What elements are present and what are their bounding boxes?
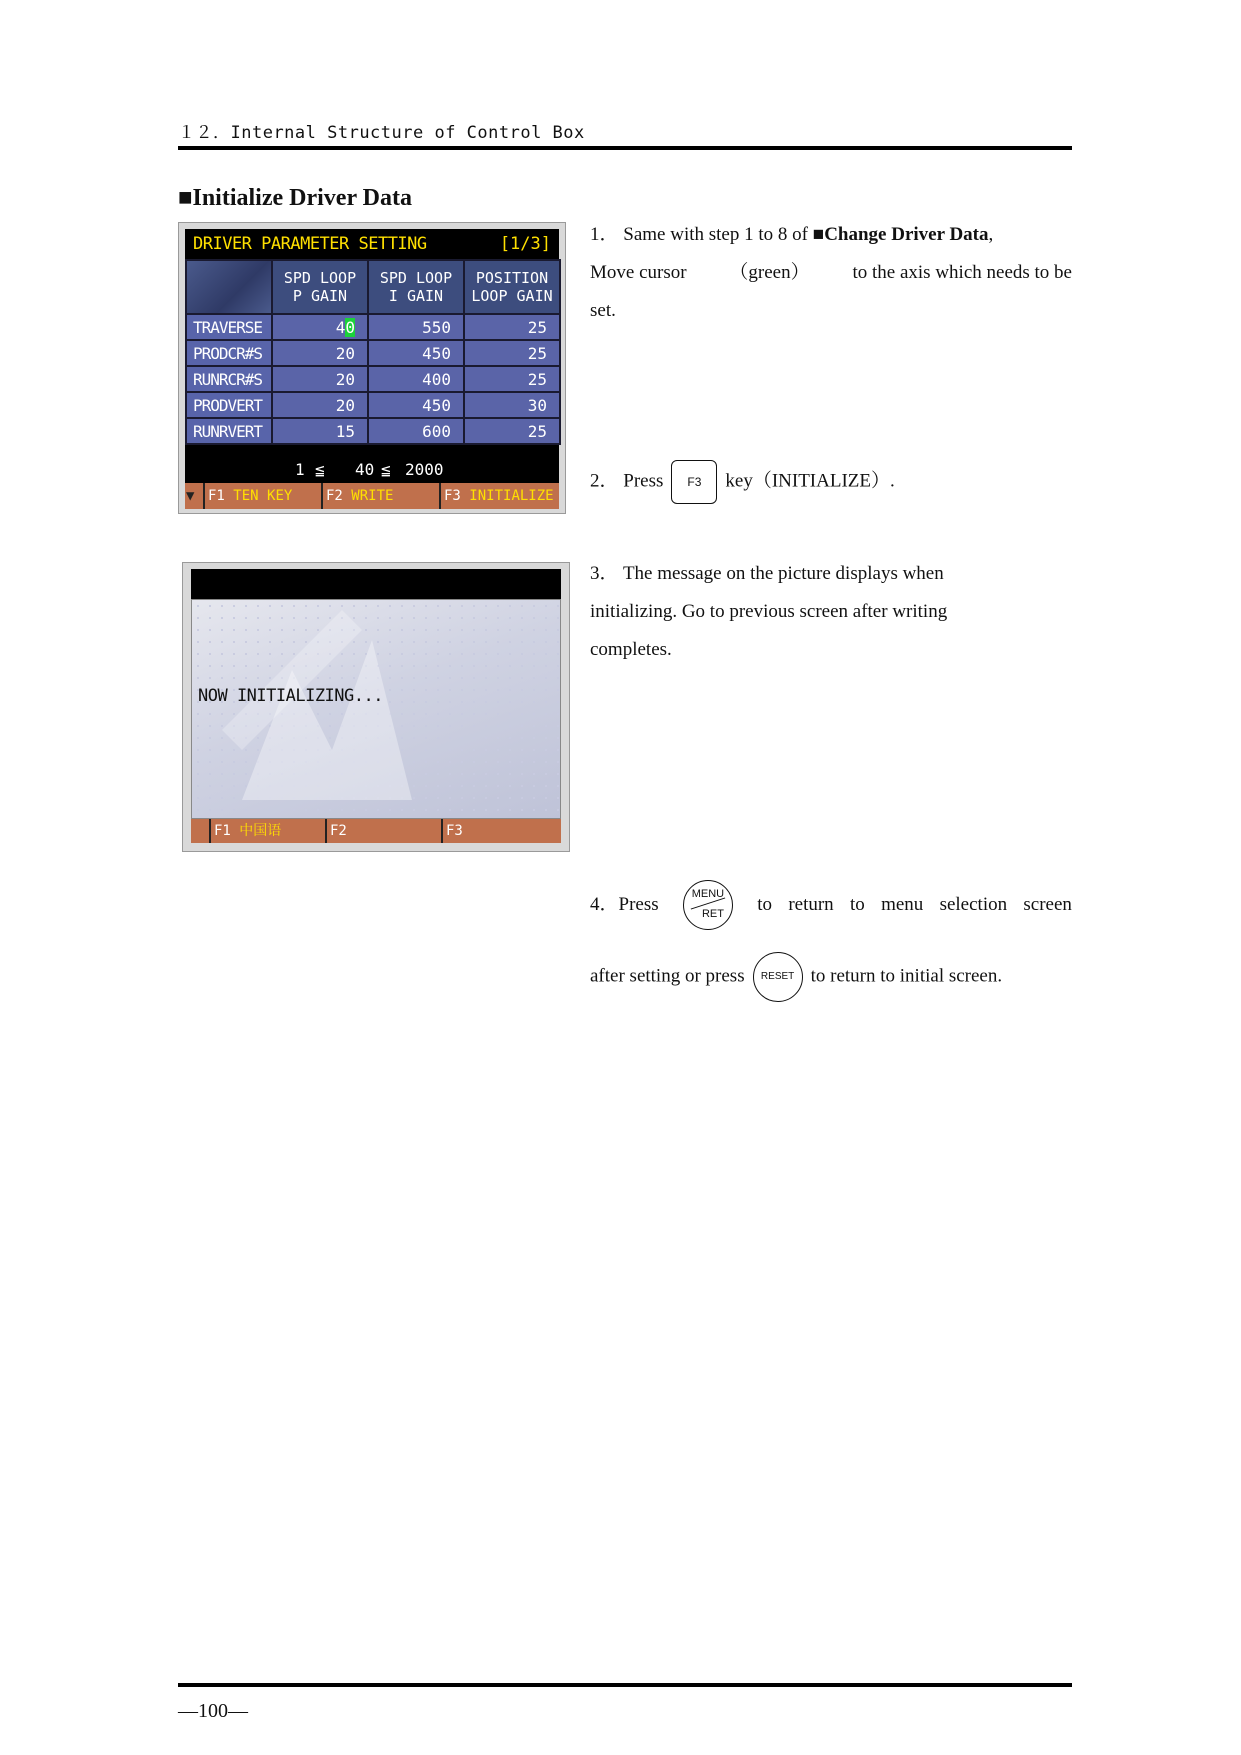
screen-title: DRIVER PARAMETER SETTING [193,234,427,254]
header-rule [178,146,1072,150]
step-2 [590,460,895,504]
table-row[interactable] [186,418,560,444]
step-text: completes. [590,639,672,660]
step-4-line-1 [590,880,1072,930]
table-row[interactable] [186,340,560,366]
axis-label: RUNRVERT [186,418,272,444]
value-cell[interactable]: 25 [464,418,560,444]
axis-label: TRAVERSE [186,314,272,340]
value-cell[interactable]: 20 [272,392,368,418]
fkey-number: F3 [446,823,463,839]
section-title: ■Initialize Driver Data [178,185,412,211]
step-3 [590,555,947,669]
running-header: １２．Internal Structure of Control Box [178,123,585,143]
function-key-bar [191,819,561,843]
screen-title-bar [191,569,561,599]
lcd-display [191,599,561,819]
background-watermark-icon [222,610,422,810]
value-cell[interactable]: 15 [272,418,368,444]
step-number: 3． [590,563,619,584]
range-le-symbol: ≦ [381,460,391,479]
fkey-number: F1 [208,488,225,504]
range-current: 40 [355,460,375,479]
step-number: 1． [590,224,619,245]
step-word: screen [1023,894,1072,915]
screen-title-bar [185,229,559,259]
table-row[interactable] [186,366,560,392]
value-cell[interactable]: 20 [272,366,368,392]
value-cell[interactable]: 450 [368,340,464,366]
f2-write-button[interactable] [321,483,438,509]
value-cell[interactable]: 450 [368,392,464,418]
value-cell[interactable]: 25 [464,366,560,392]
f3-initialize-button[interactable] [439,483,558,509]
step-number: 4． [590,894,619,915]
step-text: initializing. Go to previous screen after writing [590,601,948,622]
value-cell[interactable]: 20 [272,340,368,366]
value-cell[interactable]: 25 [464,340,560,366]
fkey-number: F1 [214,823,231,839]
driver-parameter-screen [178,222,566,514]
reset-key-icon: RESET [753,952,803,1002]
f1-ten-key-button[interactable] [203,483,320,509]
fkey-label: INITIALIZE [469,488,554,504]
key-label-bottom: RET [701,908,724,920]
fkey-label: WRITE [351,488,394,504]
step-word: return [788,894,834,915]
step-reference: ■Change Driver Data [812,224,989,245]
function-key-bar [185,483,559,509]
step-text: to the axis which needs to be [852,262,1072,283]
page-number: —100— [178,1700,248,1722]
footer-rule [178,1683,1072,1687]
step-text: Press [618,894,659,915]
range-le-symbol: ≦ [315,460,325,479]
value-cell-selected[interactable] [272,314,368,340]
value-cell[interactable]: 550 [368,314,464,340]
step-text: The message on the picture displays when [622,563,944,584]
f2-button[interactable] [325,819,442,843]
step-text: to return to initial screen. [810,965,1003,987]
status-message: NOW INITIALIZING... [198,686,383,706]
key-label-top: MENU [691,888,725,900]
axis-label: PRODVERT [186,392,272,418]
range-max: 2000 [405,460,444,479]
f1-language-button[interactable] [209,819,326,843]
table-header-row [186,260,560,314]
table-row[interactable] [186,314,560,340]
axis-label: RUNRCR#S [186,366,272,392]
value-cell[interactable]: 600 [368,418,464,444]
value-prefix: 4 [335,317,346,337]
value-range-bar [185,457,559,483]
fkey-label: 中国语 [239,823,282,839]
page-indicator: [1/3] [499,234,551,254]
step-word: selection [939,894,1008,915]
parameter-table [185,259,561,445]
range-min: 1 [295,460,305,479]
value-cell[interactable]: 400 [368,366,464,392]
f3-button[interactable] [441,819,562,843]
fkey-number: F2 [326,488,343,504]
table-row[interactable] [186,392,560,418]
step-text: Move cursor [590,262,687,283]
cursor-highlight: 0 [345,317,355,337]
step-number: 2． [590,470,619,492]
initializing-screen [182,562,570,852]
step-text: set. [590,300,616,321]
step-word: to [757,894,773,915]
menu-ret-key-icon [683,880,733,930]
step-1 [590,216,1072,330]
f3-key-icon: F3 [671,460,717,504]
value-cell[interactable]: 30 [464,392,560,418]
lcd-display [185,229,559,509]
step-text: , [988,224,994,245]
double-chevron-down-icon[interactable]: ▼ [186,488,195,504]
step-text: key（INITIALIZE）. [725,470,895,492]
axis-label: PRODCR#S [186,340,272,366]
step-word: menu [881,894,924,915]
fkey-number: F2 [330,823,347,839]
table-corner [186,260,272,314]
value-cell[interactable]: 25 [464,314,560,340]
step-text: （green） [729,262,810,283]
step-4-line-2 [590,952,1002,1002]
step-word: to [849,894,865,915]
step-text: after setting or press [590,965,745,987]
column-header: SPD LOOP I GAIN [368,260,464,314]
fkey-label: TEN KEY [233,488,293,504]
fkey-number: F3 [444,488,461,504]
step-text: Press [623,470,664,492]
step-text: Same with step 1 to 8 of [623,224,813,245]
column-header: POSITION LOOP GAIN [464,260,560,314]
column-header: SPD LOOP P GAIN [272,260,368,314]
